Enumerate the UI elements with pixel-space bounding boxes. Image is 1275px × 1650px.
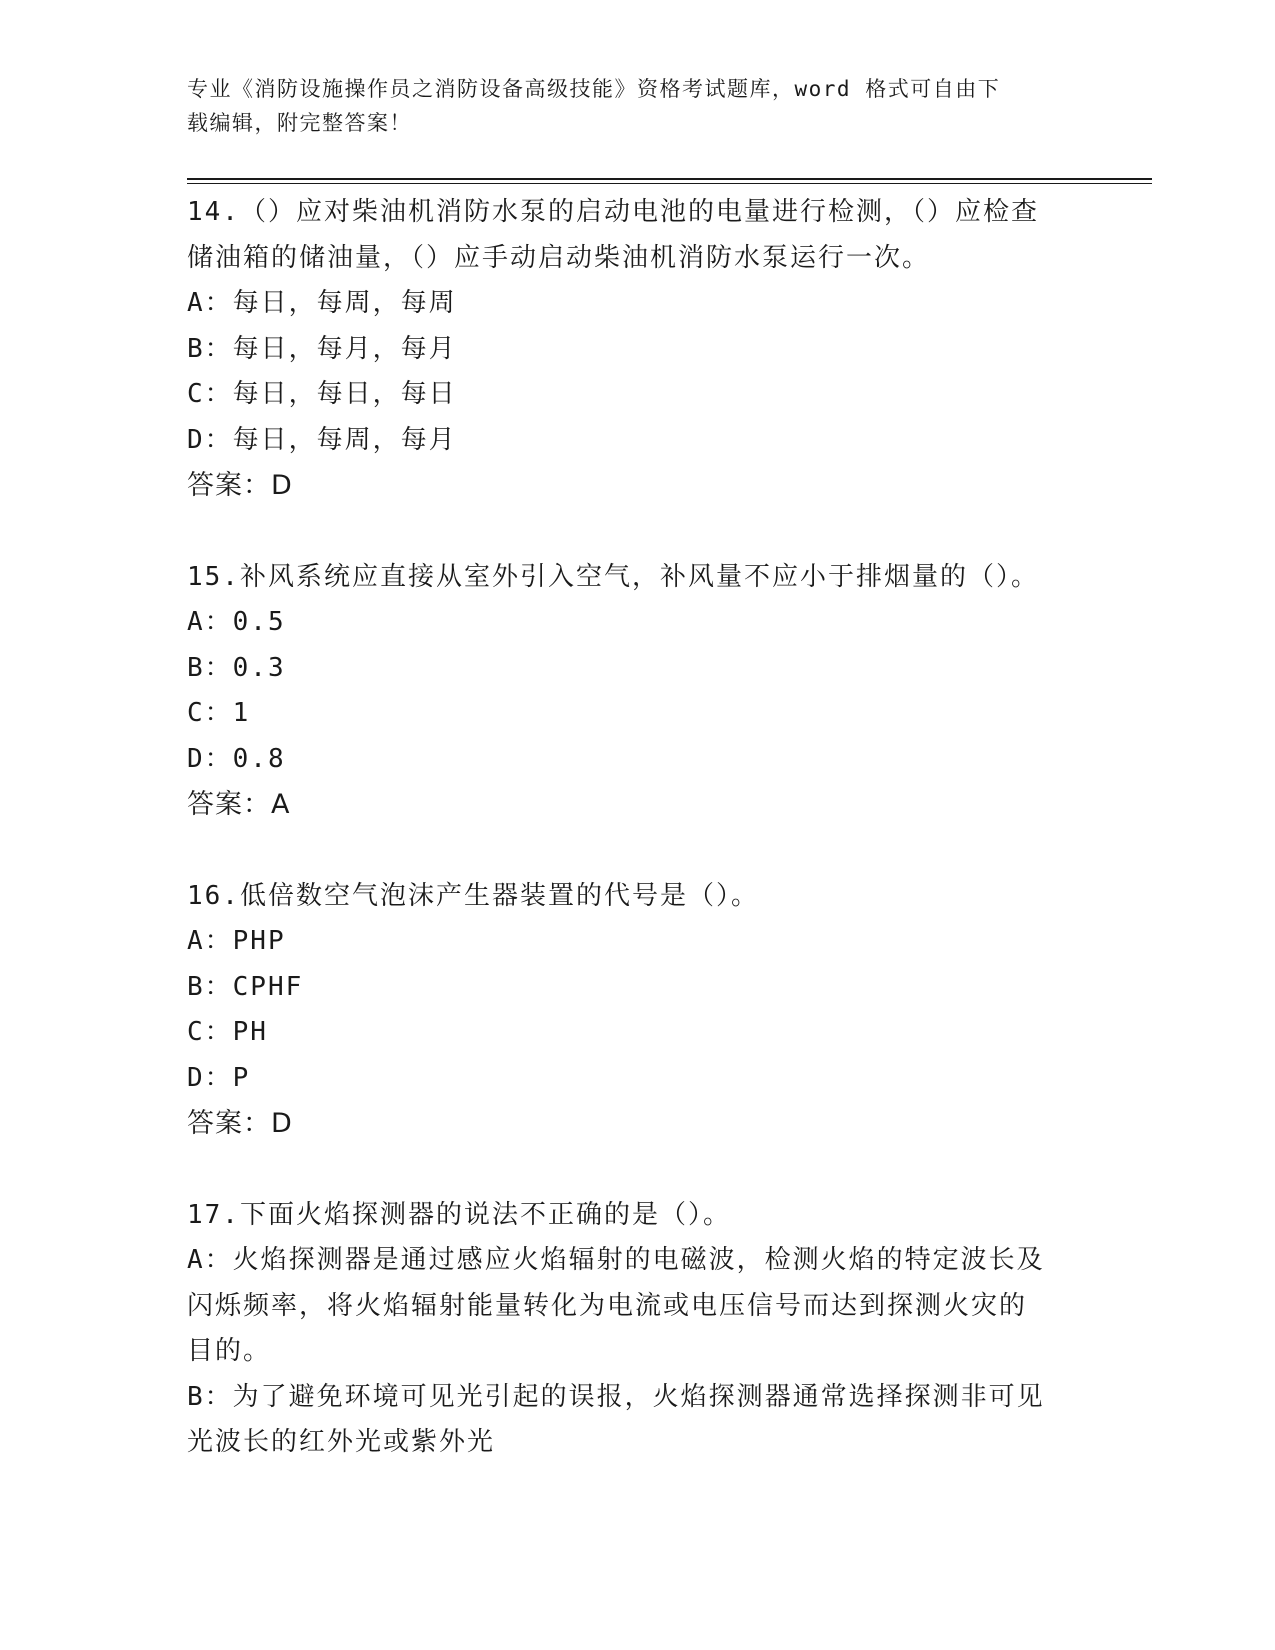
- option-a-line: A：火焰探测器是通过感应火焰辐射的电磁波，检测火焰的特定波长及: [187, 1245, 1045, 1275]
- answer-line: 答案：A: [187, 789, 291, 820]
- question-stem-line: 17.下面火焰探测器的说法不正确的是（）。: [187, 1199, 731, 1230]
- question-stem-line: 16.低倍数空气泡沫产生器装置的代号是（）。: [187, 880, 759, 911]
- option-a: A：每日，每周，每周: [187, 288, 457, 318]
- question-stem-line: 15.补风系统应直接从室外引入空气，补风量不应小于排烟量的（）。: [187, 561, 1039, 592]
- option-b: B：每日，每月，每月: [187, 333, 457, 364]
- option-c: C：1: [187, 698, 251, 728]
- document-header: [187, 72, 1067, 140]
- option-a: A：PHP: [187, 926, 286, 956]
- header-line-2: 载编辑，附完整答案！: [187, 111, 412, 135]
- option-c: C：PH: [187, 1017, 268, 1047]
- question-16: [187, 874, 1087, 1147]
- option-a-line: 目的。: [187, 1336, 272, 1366]
- question-list: [187, 190, 1087, 1512]
- answer-line: 答案：D: [187, 1108, 293, 1139]
- question-stem-line: 14.（）应对柴油机消防水泵的启动电池的电量进行检测，（）应检查: [187, 197, 1039, 227]
- header-divider-thin: [187, 183, 1152, 184]
- option-b: B：0.3: [187, 652, 286, 683]
- question-14: [187, 190, 1087, 509]
- option-b: B：CPHF: [187, 971, 304, 1002]
- header-line-1: 专业《消防设施操作员之消防设备高级技能》资格考试题库，word 格式可自由下: [187, 77, 1001, 101]
- question-stem-line: 储油箱的储油量，（）应手动启动柴油机消防水泵运行一次。: [187, 242, 931, 273]
- option-a: A：0.5: [187, 607, 286, 637]
- question-17: [187, 1193, 1087, 1466]
- question-15: [187, 555, 1087, 828]
- answer-line: 答案：D: [187, 470, 293, 501]
- option-b-line: B：为了避免环境可见光引起的误报，火焰探测器通常选择探测非可见: [187, 1381, 1045, 1412]
- option-c: C：每日，每日，每日: [187, 379, 457, 409]
- option-d: D：每日，每周，每月: [187, 424, 457, 455]
- option-d: D：P: [187, 1062, 251, 1093]
- option-b-line: 光波长的红外光或紫外光: [187, 1427, 496, 1457]
- header-divider-thick: [187, 178, 1152, 180]
- option-d: D：0.8: [187, 743, 286, 774]
- option-a-line: 闪烁频率，将火焰辐射能量转化为电流或电压信号而达到探测火灾的: [187, 1290, 1028, 1321]
